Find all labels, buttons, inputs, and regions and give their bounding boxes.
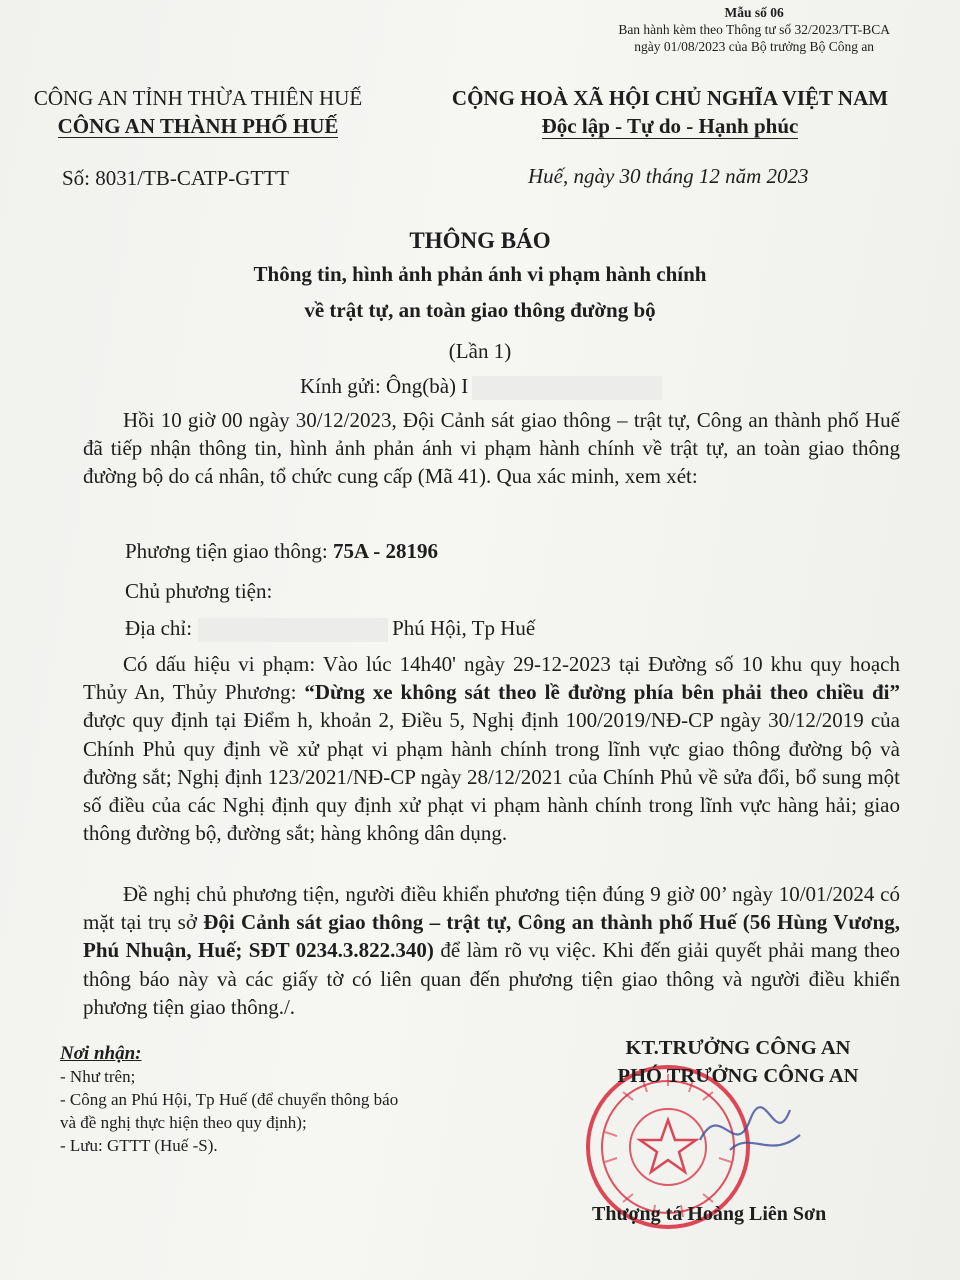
document-number: Số: 8031/TB-CATP-GTTT [62,166,289,190]
vehicle-plate: 75A - 28196 [332,539,438,563]
document-subtitle-1: Thông tin, hình ảnh phản ánh vi phạm hành chính [253,262,707,286]
paragraph-reception-text: Hồi 10 giờ 00 ngày 30/12/2023, Đội Cảnh sát giao thông – trật tự, Công an thành phố Huế đã tiếp nhận thông tin, hình ảnh phản ánh vi phạm hành chính về trật tự, an toàn giao thông đường bộ do cá nhân, tổ chức cung cấp (Mã 41). Qua xác minh, xem xét: [83,408,900,489]
paragraph-reception [83,406,900,491]
redacted-name [472,376,662,400]
form-header [618,4,890,55]
address-value: Phú Hội, Tp Huế [392,616,536,640]
agency-name: CÔNG AN THÀNH PHỐ HUẾ [57,114,339,138]
edition-label: (Lần 1) [448,339,512,363]
recipient-item: - Như trên; [60,1067,136,1086]
national-motto: Độc lập - Tự do - Hạnh phúc [541,114,799,138]
recipient-item: và đề nghị thực hiện theo quy định); [60,1113,307,1132]
recipient-item: - Công an Phú Hội, Tp Huế (để chuyển thông báo [60,1090,399,1109]
request-instructions: để làm rõ vụ việc. Khi đến giải quyết phải mang theo thông báo này và các giấy tờ có liên quan đến phương tiện giao thông và người điều khiển phương tiện giao thông./. [83,938,901,1019]
recipients-heading: Nơi nhận: [60,1043,142,1064]
violation-legal-basis: được quy định tại Điểm h, khoản 2, Điều 5, Nghị định 100/2019/NĐ-CP ngày 30/12/2019 của Chính Phủ quy định về xử phạt vi phạm hành chính trong lĩnh vực giao thông đường bộ và đường sắt; Nghị định 123/2021/NĐ-CP ngày 28/12/2021 của Chính Phủ về sửa đổi, bổ sung một số điều của các Nghị định quy định xử phạt vi phạm hành chính trong lĩnh vực hàng hải; giao thông đường bộ, đường sắt; hàng không dân dụng. [83,708,900,846]
signature-block [578,1034,898,1090]
form-issuance-line-1: Ban hành kèm theo Thông tư số 32/2023/TT-BCA [618,22,890,37]
signer-name: Thượng tá Hoàng Liên Sơn [592,1203,827,1225]
salutation: Kính gửi: Ông(bà) I [300,374,469,398]
recipient-item: - Lưu: GTTT (Huế -S). [60,1136,218,1155]
paragraph-request [83,880,900,1021]
owner-label: Chủ phương tiện: [125,579,273,603]
request-intro: Đề nghị chủ phương tiện, người điều khiển phương tiện đúng 9 giờ 00’ ngày 10/01/2024 có mặt tại trụ sở [83,882,900,935]
address-line [125,614,535,642]
request-office: Đội Cảnh sát giao thông – trật tự, Công an thành phố Huế (56 Hùng Vương, Phú Nhuận, Huế; SĐT 0234.3.822.340) [83,910,900,963]
parent-agency: CÔNG AN TỈNH THỪA THIÊN HUẾ [33,86,363,110]
form-issuance-line-2: ngày 01/08/2023 của Bộ trưởng Bộ Công an [634,39,875,54]
salutation-line [300,372,662,400]
vehicle-label: Phương tiện giao thông: [125,539,333,563]
document-title: THÔNG BÁO [409,228,551,253]
signature-authority-line-2: PHÓ TRƯỞNG CÔNG AN [617,1065,859,1087]
violation-intro: Có dấu hiệu vi phạm: Vào lúc 14h40' ngày 29-12-2023 tại Đường số 10 khu quy hoạch Thủy An, Thủy Phương: [83,652,900,705]
redacted-address [198,618,388,642]
agency-header [8,84,388,140]
national-header [410,84,930,140]
document-subtitle-2: về trật tự, an toàn giao thông đường bộ [304,298,656,322]
paragraph-violation [83,650,900,847]
address-label: Địa chỉ: [125,616,193,640]
form-number: Mẫu số 06 [724,5,784,20]
signature-authority-line-1: KT.TRƯỞNG CÔNG AN [625,1037,851,1059]
republic-name: CỘNG HOÀ XÃ HỘI CHỦ NGHĨA VIỆT NAM [451,86,889,110]
recipients-block [60,1042,398,1157]
signature-mark-icon [690,1090,810,1170]
place-date: Huế, ngày 30 tháng 12 năm 2023 [528,164,809,188]
vehicle-line [125,537,438,565]
violation-act: “Dừng xe không sát theo lề đường phía bên phải theo chiều đi” [304,680,900,705]
